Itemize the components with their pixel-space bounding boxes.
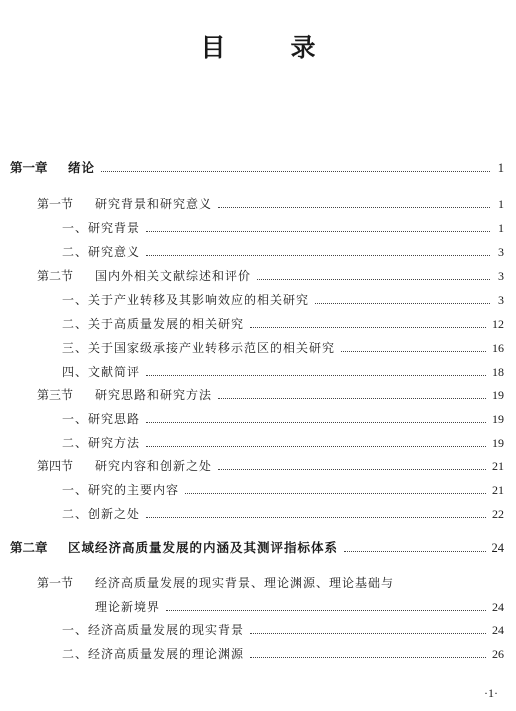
leader-dots [185,492,486,494]
toc-entry-title: 一、研究的主要内容 [62,483,180,497]
toc-entry-title: 三、关于国家级承接产业转移示范区的相关研究 [62,341,336,355]
toc-entry-number: 第一章 [10,160,48,175]
toc-entry-page: 26 [492,647,504,661]
toc-entry-section[interactable] [37,574,504,592]
toc-entry-title: 二、创新之处 [62,507,141,521]
toc-entry-page: 1 [497,161,504,175]
toc-entry-page: 12 [492,317,504,331]
toc-entry-number: 第三节 [37,388,74,402]
toc-entry-title: 二、研究方法 [62,436,141,450]
toc-entry-number: 第一节 [37,197,74,211]
toc-entry-section[interactable] [37,386,504,404]
toc-entry-title: 区域经济高质量发展的内涵及其测评指标体系 [68,540,339,555]
toc-entry-page: 19 [492,436,504,450]
toc-entry-page: 24 [491,541,504,555]
toc-entry-page: 22 [492,507,504,521]
toc-entry-item[interactable] [62,434,504,452]
toc-entry-chapter[interactable] [10,159,504,177]
toc-entry-title: 绪论 [68,160,96,175]
toc-entry-title: 一、关于产业转移及其影响效应的相关研究 [62,293,310,307]
toc-entry-page: 1 [498,221,504,235]
leader-dots [218,397,486,399]
leader-dots [166,609,486,611]
leader-dots [146,421,486,423]
toc-entry-number: 第二节 [37,269,74,283]
toc-entry-title: 二、关于高质量发展的相关研究 [62,317,245,331]
leader-dots [250,656,486,658]
toc-entry-title: 国内外相关文献综述和评价 [95,269,252,283]
leader-dots [315,302,490,304]
leader-dots [341,350,486,352]
leader-dots [250,632,486,634]
toc-entry-title: 经济高质量发展的现实背景、理论渊源、理论基础与 [95,576,395,590]
toc-entry-item[interactable] [62,339,504,357]
page-title: 目 录 [200,33,336,62]
toc-entry-title: 二、经济高质量发展的理论渊源 [62,647,245,661]
toc-entry-number: 第四节 [37,459,74,473]
toc-entry-title: 四、文献简评 [62,365,141,379]
toc-entry-item[interactable] [62,621,504,639]
page-number: ·1· [484,686,498,700]
leader-dots [101,170,490,172]
toc-entry-item[interactable] [62,481,504,499]
leader-dots [218,468,486,470]
leader-dots [146,254,490,256]
toc-entry-page: 3 [498,245,504,259]
toc-entry-chapter[interactable] [10,539,504,557]
toc-entry-page: 19 [492,388,504,402]
toc-entry-continuation[interactable] [95,598,504,616]
toc-entry-item[interactable] [62,243,504,261]
toc-entry-section[interactable] [37,267,504,285]
toc-entry-item[interactable] [62,219,504,237]
leader-dots [344,550,485,552]
toc-entry-page: 3 [498,293,504,307]
toc-entry-item[interactable] [62,291,504,309]
toc-entry-item[interactable] [62,505,504,523]
toc-entry-section[interactable] [37,457,504,475]
toc-entry-number: 第二章 [10,540,48,555]
toc-entry-number: 第一节 [37,576,74,590]
leader-dots [218,206,490,208]
leader-dots [257,278,490,280]
toc-entry-page: 3 [498,269,504,283]
leader-dots [146,374,486,376]
toc-entry-page: 21 [492,459,504,473]
toc-entry-item[interactable] [62,363,504,381]
toc-entry-title: 研究背景和研究意义 [95,197,213,211]
leader-dots [146,445,486,447]
toc-entry-page: 1 [498,197,504,211]
toc-entry-title-cont: 理论新境界 [95,600,161,614]
toc-entry-title: 一、研究背景 [62,221,141,235]
toc-entry-title: 一、经济高质量发展的现实背景 [62,623,245,637]
toc-entry-section[interactable] [37,195,504,213]
toc-entry-page: 18 [492,365,504,379]
leader-dots [146,230,490,232]
toc-entry-title: 研究内容和创新之处 [95,459,213,473]
toc-entry-title: 二、研究意义 [62,245,141,259]
toc-entry-title: 一、研究思路 [62,412,141,426]
toc-entry-page: 24 [492,623,504,637]
toc-entry-item[interactable] [62,645,504,663]
toc-entry-item[interactable] [62,410,504,428]
toc-entry-page: 21 [492,483,504,497]
leader-dots [250,326,486,328]
toc-entry-page: 16 [492,341,504,355]
toc-entry-item[interactable] [62,315,504,333]
toc-entry-title: 研究思路和研究方法 [95,388,213,402]
toc-entry-page: 19 [492,412,504,426]
toc-entry-page: 24 [492,600,504,614]
leader-dots [146,516,486,518]
